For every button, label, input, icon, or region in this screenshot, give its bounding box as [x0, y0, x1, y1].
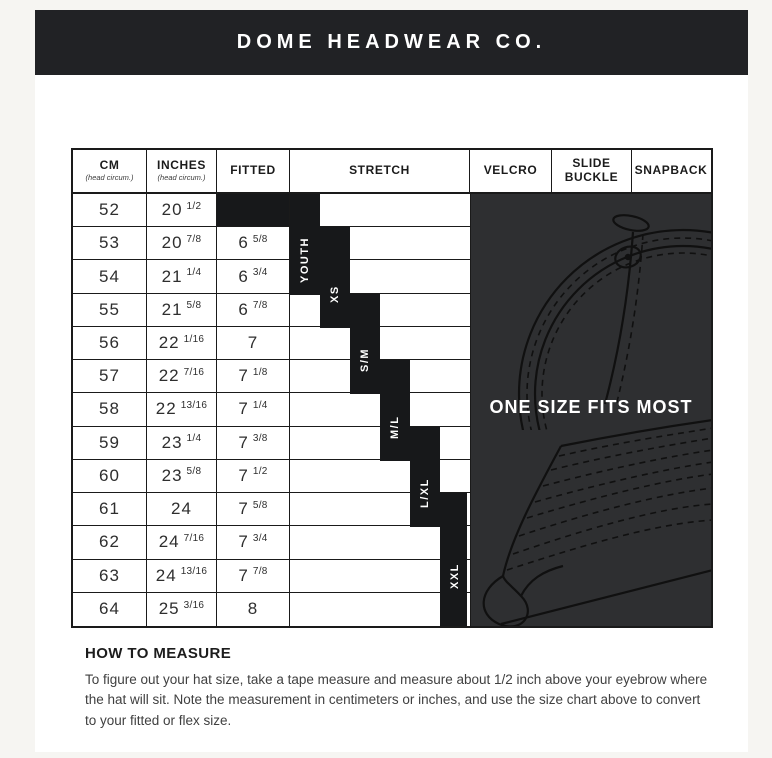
column-header-cm — [73, 150, 147, 192]
fitted-cell: 7 1/4 — [217, 393, 290, 426]
fitted-cell: 7 5/8 — [217, 493, 290, 526]
cm-cell: 63 — [73, 560, 147, 593]
fitted-cell: 8 — [217, 593, 290, 626]
inches-cell: 22 1/16 — [147, 327, 217, 360]
stretch-size-label-ml: M/L — [389, 414, 401, 439]
inches-cell: 22 7/16 — [147, 360, 217, 393]
column-header-snapback — [632, 150, 710, 192]
fitted-cell: 6 7/8 — [217, 294, 290, 327]
cm-cell: 61 — [73, 493, 147, 526]
fitted-cell — [217, 194, 290, 227]
inches-cell: 24 7/16 — [147, 526, 217, 559]
fitted-cell: 7 3/4 — [217, 526, 290, 559]
content-area — [35, 75, 748, 752]
column-header-label: SLIDE BUCKLE — [564, 156, 619, 184]
measure-heading: HOW TO MEASURE — [85, 645, 232, 662]
inches-cell: 25 3/16 — [147, 593, 217, 626]
fitted-cell: 6 3/4 — [217, 260, 290, 293]
fitted-cell: 7 1/2 — [217, 460, 290, 493]
one-size-panel — [471, 194, 711, 626]
cm-cell: 64 — [73, 593, 147, 626]
inches-cell: 23 5/8 — [147, 460, 217, 493]
one-size-label: ONE SIZE FITS MOST — [489, 397, 693, 417]
inches-cell: 24 13/16 — [147, 560, 217, 593]
column-header-inches — [147, 150, 217, 192]
column-header-label: INCHES — [157, 158, 206, 173]
column-header-fitted — [217, 150, 290, 192]
column-header-velcro — [470, 150, 552, 192]
inches-cell: 22 13/16 — [147, 393, 217, 426]
column-header-label: SNAPBACK — [634, 163, 708, 178]
column-header-label: CM — [99, 158, 120, 173]
inches-cell: 24 — [147, 493, 217, 526]
column-header-stretch — [290, 150, 470, 192]
fitted-cell: 7 — [217, 327, 290, 360]
cm-cell: 56 — [73, 327, 147, 360]
column-header-label: STRETCH — [349, 163, 410, 178]
stretch-size-label-xxl: XXL — [449, 563, 461, 590]
stretch-column — [290, 194, 471, 626]
brand-banner — [35, 10, 748, 75]
cm-cell: 59 — [73, 427, 147, 460]
cm-cell: 54 — [73, 260, 147, 293]
fitted-cell: 6 5/8 — [217, 227, 290, 260]
inches-cell: 20 1/2 — [147, 194, 217, 227]
stretch-size-label-youth: YOUTH — [299, 237, 311, 284]
how-to-measure — [85, 645, 710, 731]
inches-cell: 21 5/8 — [147, 294, 217, 327]
column-header-subtext: (head circum.) — [157, 173, 206, 183]
column-header-subtext: (head circum.) — [85, 173, 134, 183]
size-rows — [73, 194, 290, 626]
measure-text: To figure out your hat size, take a tape measure and measure about 1/2 inch above your eyebrow where the hat will sit. Note the measurement in centimeters or inches, and use the size chart above to convert to your fitted or flex size. — [85, 672, 708, 728]
fitted-cell: 7 7/8 — [217, 560, 290, 593]
table-body — [73, 194, 711, 626]
cm-cell: 60 — [73, 460, 147, 493]
stretch-size-label-sm: S/M — [359, 348, 371, 373]
cm-cell: 53 — [73, 227, 147, 260]
cm-cell: 52 — [73, 194, 147, 227]
column-header-label: FITTED — [230, 163, 276, 178]
fitted-cell: 7 1/8 — [217, 360, 290, 393]
size-table — [71, 148, 713, 628]
column-header-slide-buckle — [552, 150, 632, 192]
stretch-size-label-xs: XS — [329, 284, 341, 303]
stretch-size-label-lxl: L/XL — [419, 478, 431, 508]
cm-cell: 58 — [73, 393, 147, 426]
inches-cell: 20 7/8 — [147, 227, 217, 260]
inches-cell: 21 1/4 — [147, 260, 217, 293]
inches-cell: 23 1/4 — [147, 427, 217, 460]
column-header-label: VELCRO — [483, 163, 538, 178]
cm-cell: 55 — [73, 294, 147, 327]
cm-cell: 57 — [73, 360, 147, 393]
fitted-cell: 7 3/8 — [217, 427, 290, 460]
cm-cell: 62 — [73, 526, 147, 559]
brand-title: DOME HEADWEAR CO. — [236, 31, 547, 53]
table-header-row — [73, 150, 711, 194]
